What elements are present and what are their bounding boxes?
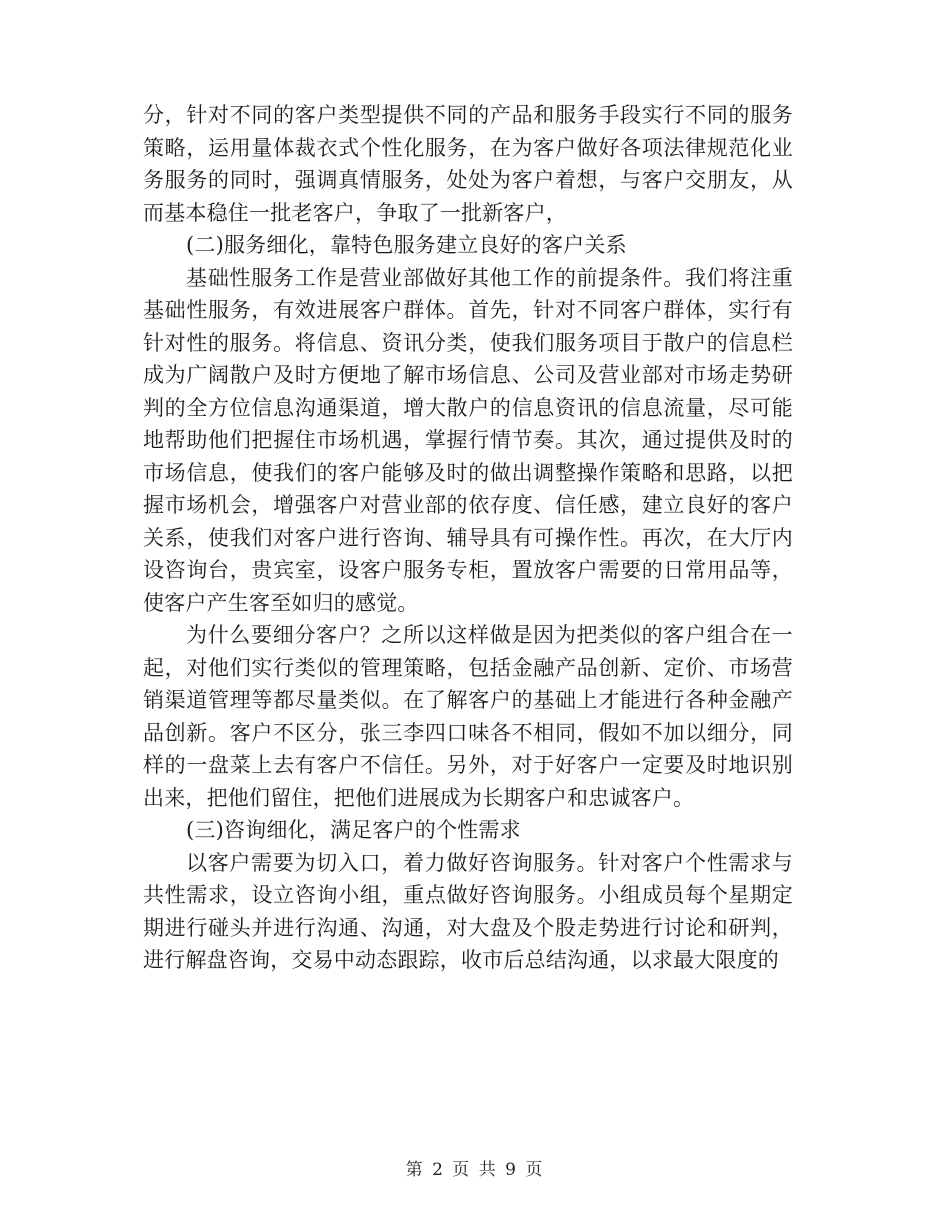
paragraph-3: 基础性服务工作是营业部做好其他工作的前提条件。我们将注重基础性服务，有效进展客户群体。首先，针对不同客户群体，实行有针对性的服务。将信息、资讯分类，使我们服务项目于散户的信息栏成为广阔散户及时方便地了解市场信息、公司及营业部对市场走势研判的全方位信息沟通渠道，增大散户的信息资讯的信息流量，尽可能地帮助他们把握住市场机遇，掌握行情节奏。其次，通过提供及时的市场信息，使我们的客户能够及时的做出调整操作策略和思路，以把握市场机会，增强客户对营业部的依存度、信任感，建立良好的客户关系，使我们对客户进行咨询、辅导具有可操作性。再次，在大厅内设咨询台，贵宾室，设客户服务专柜，置放客户需要的日常用品等，使客户产生客至如归的感觉。 xyxy=(143,265,793,615)
page-number-footer: 第 2 页 共 9 页 xyxy=(405,1160,545,1180)
document-body xyxy=(143,99,793,977)
paragraph-6: 以客户需要为切入口，着力做好咨询服务。针对客户个性需求与共性需求，设立咨询小组，重点做好咨询服务。小组成员每个星期定期进行碰头并进行沟通、沟通，对大盘及个股走势进行讨论和研判，进行解盘咨询，交易中动态跟踪，收市后总结沟通，以求最大限度的 xyxy=(143,850,793,972)
paragraph-4: 为什么要细分客户？之所以这样做是因为把类似的客户组合在一起，对他们实行类似的管理策略，包括金融产品创新、定价、市场营销渠道管理等都尽量类似。在了解客户的基础上才能进行各种金融产品创新。客户不区分，张三李四口味各不相同，假如不加以细分，同样的一盘菜上去有客户不信任。另外，对于好客户一定要及时地识别出来，把他们留住，把他们进展成为长期客户和忠诚客户。 xyxy=(143,623,793,810)
paragraph-1: 分，针对不同的客户类型提供不同的产品和服务手段实行不同的服务策略，运用量体裁衣式个性化服务，在为客户做好各项法律规范化业务服务的同时，强调真情服务，处处为客户着想，与客户交朋友，从而基本稳住一批老客户，争取了一批新客户， xyxy=(143,103,793,225)
section-heading-3: (三)咨询细化，满足客户的个性需求 xyxy=(186,818,521,842)
section-heading-2: (二)服务细化，靠特色服务建立良好的客户关系 xyxy=(186,233,627,257)
